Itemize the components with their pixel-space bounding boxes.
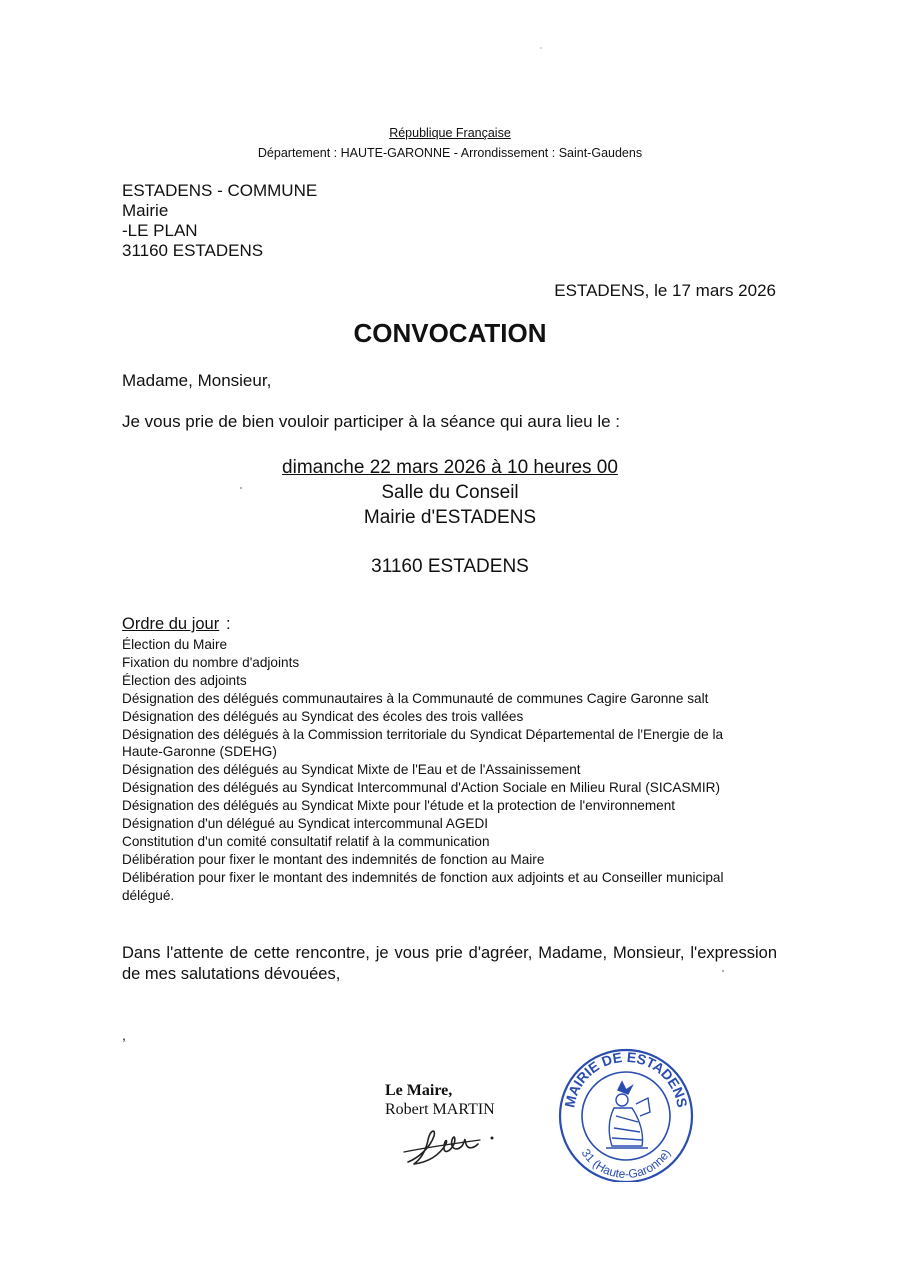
agenda-item: Désignation des délégués au Syndicat Mixte de l'Eau et de l'Assainissement (122, 762, 581, 778)
stamp-top-text: MAIRIE DE ESTADENS (561, 1048, 691, 1109)
agenda-item: Désignation des délégués au Syndicat des écoles des trois vallées (122, 708, 524, 724)
sender-line: 31160 ESTADENS (122, 241, 264, 260)
scan-speck (240, 487, 242, 489)
scan-speck (540, 47, 542, 49)
agenda-item: Élection des adjoints (122, 672, 247, 688)
department-line: Département : HAUTE-GARONNE - Arrondissement : Saint-Gaudens (257, 146, 643, 160)
signatory-name: Robert MARTIN (385, 1101, 495, 1118)
intro-text: Je vous prie de bien vouloir participer à la séance qui aura lieu le : (122, 412, 621, 431)
agenda-item: Fixation du nombre d'adjoints (122, 654, 300, 670)
agenda-item: Désignation d'un délégué au Syndicat intercommunal AGEDI (122, 816, 489, 832)
agenda-item: Élection du Maire (122, 637, 228, 652)
marianne-emblem-icon (606, 1082, 650, 1148)
republic-heading: République Française (389, 126, 511, 140)
agenda-item: Désignation des délégués au Syndicat Intercommunal d'Action Sociale en Milieu Rural (SICASMIR) (122, 780, 720, 796)
meeting-datetime: dimanche 22 mars 2026 à 10 heures 00 (282, 457, 618, 478)
meeting-city: 31160 ESTADENS (371, 556, 529, 577)
sender-line: Mairie (122, 201, 169, 220)
salutation: Madame, Monsieur, (122, 371, 272, 390)
agenda-item: Désignation des délégués au Syndicat Mixte pour l'étude et la protection de l'environnement (122, 798, 676, 814)
sender-address (122, 181, 317, 261)
stray-mark: , (122, 1027, 126, 1043)
date-line: ESTADENS, le 17 mars 2026 (554, 281, 776, 300)
sender-line: -LE PLAN (122, 221, 198, 240)
agenda-heading (122, 615, 219, 634)
agenda-item: Délibération pour fixer le montant des indemnités de fonction aux adjoints et au Conseiller municipal délégué. (122, 869, 724, 903)
document-title: CONVOCATION (353, 318, 547, 348)
meeting-place: Mairie d'ESTADENS (363, 507, 537, 528)
mairie-stamp (552, 1042, 698, 1187)
scan-speck (722, 970, 724, 972)
agenda-colon: : (226, 615, 231, 633)
agenda-item: Délibération pour fixer le montant des indemnités de fonction au Maire (122, 851, 545, 867)
sender-line: ESTADENS - COMMUNE (122, 181, 318, 200)
closing-paragraph: Dans l'attente de cette rencontre, je vous prie d'agréer, Madame, Monsieur, l'expression de mes salutations dévouées, (122, 944, 777, 983)
signatory-title: Le Maire, (385, 1082, 453, 1099)
agenda-label: Ordre du jour (122, 615, 220, 633)
agenda-list (122, 636, 762, 905)
meeting-room: Salle du Conseil (381, 482, 519, 503)
stamp-bottom-text: 31 (Haute-Garonne) (578, 1146, 674, 1182)
agenda-item: Constitution d'un comité consultatif relatif à la communication (122, 833, 490, 849)
agenda-item: Désignation des délégués communautaires à la Communauté de communes Cagire Garonne salt (122, 690, 709, 706)
handwritten-signature (400, 1118, 510, 1175)
agenda-item: Désignation des délégués à la Commission territoriale du Syndicat Départemental de l'Energie de la Haute-Garonne (SDEHG) (122, 726, 724, 760)
